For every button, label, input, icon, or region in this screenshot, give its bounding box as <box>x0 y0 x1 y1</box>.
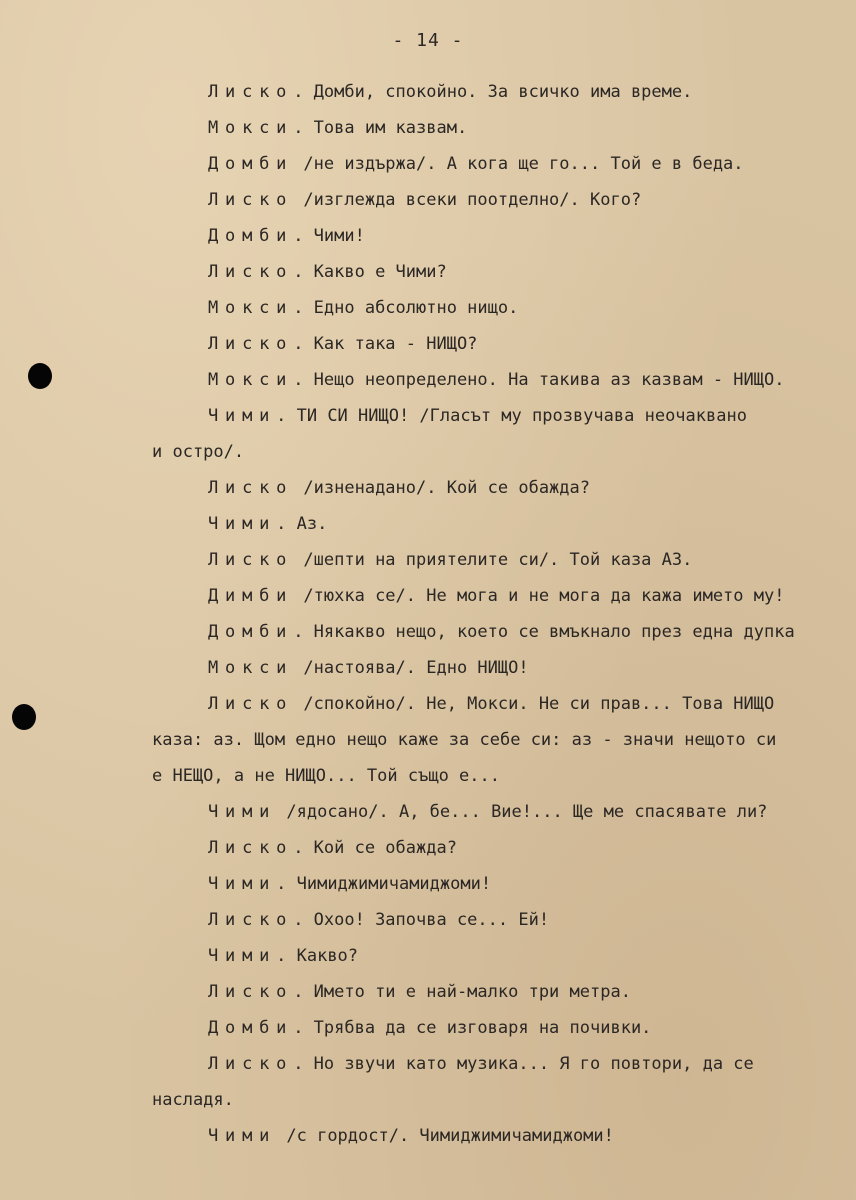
script-line <box>152 974 852 1010</box>
script-line <box>152 182 852 218</box>
script-line <box>152 542 852 578</box>
line-text: . Чимиджимичамиджоми! <box>276 874 492 894</box>
script-line <box>152 1118 852 1154</box>
line-text: . Какво? <box>276 946 359 966</box>
speaker-name: Лиско <box>208 478 294 498</box>
speaker-name: Лиско <box>208 910 294 930</box>
speaker-name: Чими <box>208 874 277 894</box>
speaker-name: Лиско <box>208 694 294 714</box>
punch-hole-top <box>28 363 52 389</box>
line-text: . Аз. <box>276 514 328 534</box>
line-text: /спокойно/. Не, Мокси. Не си прав... Това НИЩО <box>293 694 775 714</box>
line-text: /не издържа/. А кога ще го... Той е в беда. <box>293 154 744 174</box>
script-line <box>152 830 852 866</box>
script-line <box>152 506 852 542</box>
speaker-name: Чими <box>208 514 277 534</box>
speaker-name: Мокси <box>208 298 294 318</box>
line-text: /изненадано/. Кой се обажда? <box>293 478 590 498</box>
script-line <box>152 686 852 722</box>
script-line <box>152 938 852 974</box>
line-text: . Нещо неопределено. На такива аз казвам - НИЩО. <box>293 370 785 390</box>
line-text: . Трябва да се изговаря на почивки. <box>293 1018 652 1038</box>
speaker-name: Мокси <box>208 370 294 390</box>
script-line <box>152 218 852 254</box>
speaker-name: Домби <box>208 226 294 246</box>
script-line <box>152 1010 852 1046</box>
script-line <box>152 398 852 434</box>
script-line <box>152 758 852 794</box>
line-text: . Но звучи като музика... Я го повтори, да се <box>293 1054 754 1074</box>
script-line <box>152 470 852 506</box>
line-text: и остро/. <box>152 442 245 462</box>
speaker-name: Мокси <box>208 658 294 678</box>
speaker-name: Чими <box>208 406 277 426</box>
script-line <box>152 650 852 686</box>
speaker-name: Лиско <box>208 190 294 210</box>
script-line <box>152 578 852 614</box>
script-line <box>152 902 852 938</box>
line-text: . Името ти е най-малко три метра. <box>293 982 631 1002</box>
line-text: /шепти на приятелите си/. Той каза АЗ. <box>293 550 693 570</box>
line-text: /тюхка се/. Не мога и не мога да кажа името му! <box>293 586 785 606</box>
line-text: е НЕЩО, а не НИЩО... Той също е... <box>152 766 500 786</box>
speaker-name: Лиско <box>208 838 294 858</box>
script-line <box>152 74 852 110</box>
speaker-name: Лиско <box>208 982 294 1002</box>
punch-hole-bottom <box>12 704 36 730</box>
speaker-name: Домби <box>208 154 294 174</box>
line-text: /изглежда всеки поотделно/. Кого? <box>293 190 642 210</box>
line-text: каза: аз. Щом едно нещо каже за себе си: аз - значи нещото си <box>152 730 777 750</box>
speaker-name: Чими <box>208 946 277 966</box>
line-text: /ядосано/. А, бе... Вие!... Ще ме спасявате ли? <box>276 802 768 822</box>
line-text: . Кой се обажда? <box>293 838 457 858</box>
page-number: - 14 - <box>392 30 464 51</box>
line-text: . Какво е Чими? <box>293 262 447 282</box>
speaker-name: Лиско <box>208 550 294 570</box>
script-line <box>152 794 852 830</box>
script-line <box>152 290 852 326</box>
script-line <box>152 434 852 470</box>
line-text: /настоява/. Едно НИЩО! <box>293 658 529 678</box>
line-text: . Това им казвам. <box>293 118 468 138</box>
script-line <box>152 1082 852 1118</box>
line-text: . Някакво нещо, което се вмъкнало през една дупка <box>293 622 795 642</box>
speaker-name: Чими <box>208 802 277 822</box>
script-line <box>152 326 852 362</box>
speaker-name: Лиско <box>208 262 294 282</box>
script-line <box>152 146 852 182</box>
script-line <box>152 614 852 650</box>
speaker-name: Чими <box>208 1126 277 1146</box>
line-text: . Едно абсолютно нищо. <box>293 298 519 318</box>
line-text: /с гордост/. Чимиджимичамиджоми! <box>276 1126 614 1146</box>
line-text: . Чими! <box>293 226 365 246</box>
script-line <box>152 866 852 902</box>
script-line <box>152 722 852 758</box>
speaker-name: Димби <box>208 586 294 606</box>
script-line <box>152 110 852 146</box>
line-text: насладя. <box>152 1090 234 1110</box>
script-line <box>152 254 852 290</box>
speaker-name: Лиско <box>208 82 294 102</box>
speaker-name: Лиско <box>208 334 294 354</box>
line-text: . Как така - НИЩО? <box>293 334 478 354</box>
speaker-name: Мокси <box>208 118 294 138</box>
speaker-name: Домби <box>208 622 294 642</box>
speaker-name: Лиско <box>208 1054 294 1074</box>
script-line <box>152 1046 852 1082</box>
line-text: . ТИ СИ НИЩО! /Гласът му прозвучава неочаквано <box>276 406 747 426</box>
line-text: . Охоо! Започва се... Ей! <box>293 910 550 930</box>
speaker-name: Домби <box>208 1018 294 1038</box>
line-text: . Домби, спокойно. За всичко има време. <box>293 82 693 102</box>
script-body <box>152 74 852 1154</box>
script-line <box>152 362 852 398</box>
